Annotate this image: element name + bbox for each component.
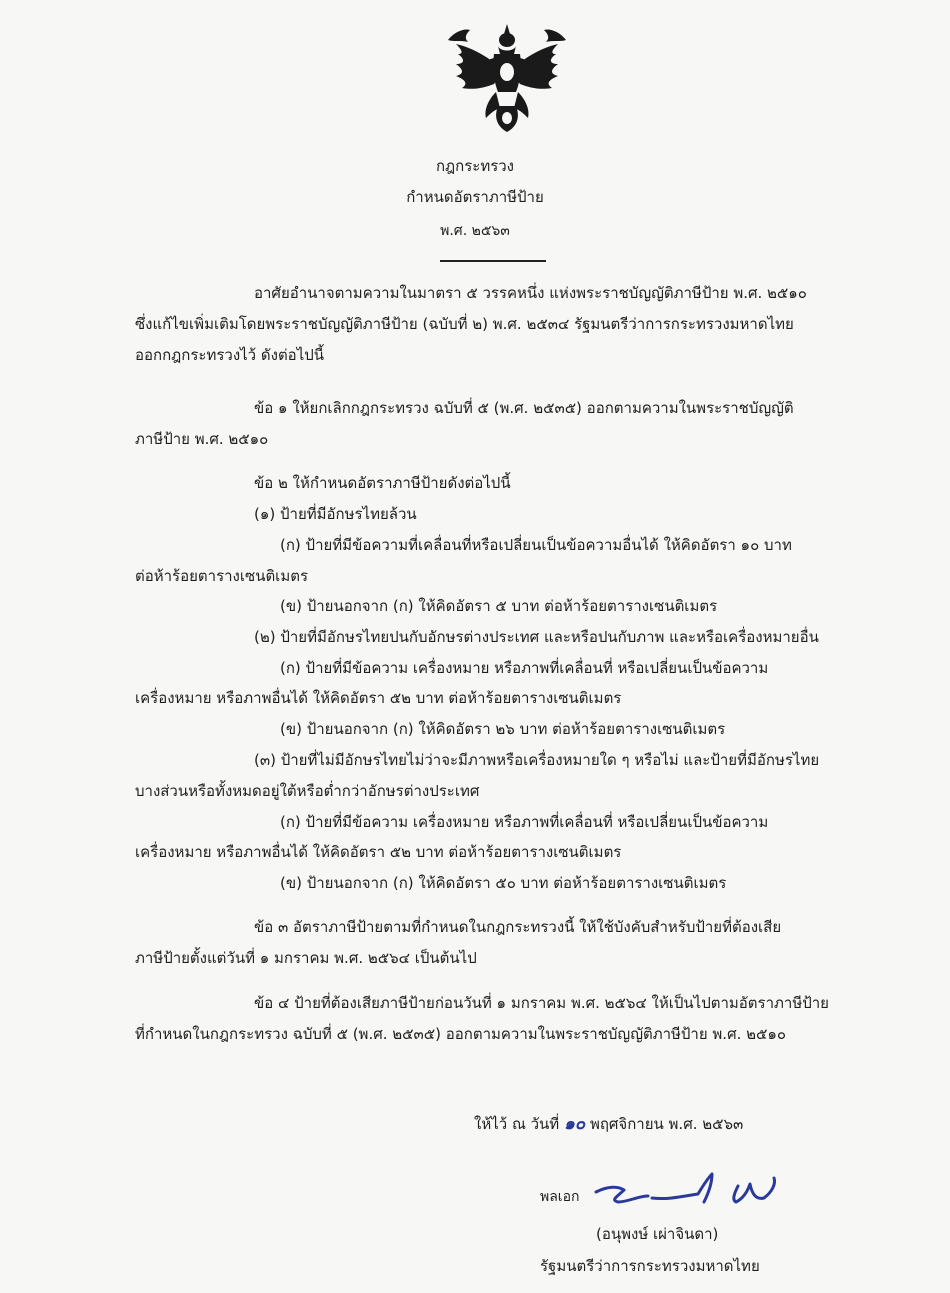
signer-position: รัฐมนตรีว่าการกระทรวงมหาดไทย <box>540 1257 760 1275</box>
preamble-line-2: ซึ่งแก้ไขเพิ่มเติมโดยพระราชบัญญัติภาษีป้าย (ฉบับที่ ๒) พ.ศ. ๒๕๓๔ รัฐมนตรีว่าการกระทรวงมหาดไทย <box>135 315 794 333</box>
clause-2-item-2b: (ข) ป้ายนอกจาก (ก) ให้คิดอัตรา ๒๖ บาท ต่อห้าร้อยตารางเซนติเมตร <box>280 720 726 738</box>
clause-2-heading: ข้อ ๒ ให้กำหนดอัตราภาษีป้ายดังต่อไปนี้ <box>254 474 511 492</box>
clause-2-item-3a-line-2: เครื่องหมาย หรือภาพอื่นได้ ให้คิดอัตรา ๕๒ บาท ต่อห้าร้อยตารางเซนติเมตร <box>135 843 622 861</box>
given-month-year: พฤศจิกายน พ.ศ. ๒๕๖๓ <box>589 1115 744 1133</box>
clause-2-item-1a-line-2: ต่อห้าร้อยตารางเซนติเมตร <box>135 567 308 585</box>
document-year: พ.ศ. ๒๕๖๓ <box>440 223 510 239</box>
clause-4-line-1: ข้อ ๔ ป้ายที่ต้องเสียภาษีป้ายก่อนวันที่ ๑ มกราคม พ.ศ. ๒๕๖๔ ให้เป็นไปตามอัตราภาษีป้าย <box>254 994 829 1012</box>
given-prefix: ให้ไว้ ณ วันที่ <box>474 1115 560 1133</box>
garuda-emblem-icon <box>434 18 580 136</box>
clause-2-item-2: (๒) ป้ายที่มีอักษรไทยปนกับอักษรต่างประเทศ และหรือปนกับภาพ และหรือเครื่องหมายอื่น <box>254 628 819 646</box>
document-subject: กำหนดอัตราภาษีป้าย <box>406 188 544 206</box>
clause-4-line-2: ที่กำหนดในกฎกระทรวง ฉบับที่ ๕ (พ.ศ. ๒๕๓๕) ออกตามความในพระราชบัญญัติภาษีป้าย พ.ศ. ๒๕๑๐ <box>135 1025 787 1043</box>
signer-rank: พลเอก <box>540 1189 580 1205</box>
clause-3-line-2: ภาษีป้ายตั้งแต่วันที่ ๑ มกราคม พ.ศ. ๒๕๖๔ เป็นต้นไป <box>135 949 477 967</box>
handwritten-signature <box>588 1166 788 1216</box>
clause-2-item-1: (๑) ป้ายที่มีอักษรไทยล้วน <box>254 505 417 523</box>
clause-2-item-3a-line-1: (ก) ป้ายที่มีข้อความ เครื่องหมาย หรือภาพที่เคลื่อนที่ หรือเปลี่ยนเป็นข้อความ <box>280 813 769 831</box>
clause-2-item-1a-line-1: (ก) ป้ายที่มีข้อความที่เคลื่อนที่หรือเปลี่ยนเป็นข้อความอื่นได้ ให้คิดอัตรา ๑๐ บาท <box>280 536 792 554</box>
preamble-line-3: ออกกฎกระทรวงไว้ ดังต่อไปนี้ <box>135 346 325 364</box>
clause-2-item-2a-line-1: (ก) ป้ายที่มีข้อความ เครื่องหมาย หรือภาพที่เคลื่อนที่ หรือเปลี่ยนเป็นข้อความ <box>280 659 769 677</box>
clause-2-item-2a-line-2: เครื่องหมาย หรือภาพอื่นได้ ให้คิดอัตรา ๕๒ บาท ต่อห้าร้อยตารางเซนติเมตร <box>135 689 622 707</box>
clause-2-item-3-line-2: บางส่วนหรือทั้งหมดอยู่ใต้หรือต่ำกว่าอักษรต่างประเทศ <box>135 782 480 800</box>
clause-1-line-2: ภาษีป้าย พ.ศ. ๒๕๑๐ <box>135 430 269 448</box>
clause-2-item-1b: (ข) ป้ายนอกจาก (ก) ให้คิดอัตรา ๕ บาท ต่อห้าร้อยตารางเซนติเมตร <box>280 597 718 615</box>
given-date <box>474 1110 743 1137</box>
signer-name: (อนุพงษ์ เผ่าจินดา) <box>596 1225 719 1243</box>
document-title: กฎกระทรวง <box>435 157 515 175</box>
preamble-line-1: อาศัยอำนาจตามความในมาตรา ๕ วรรคหนึ่ง แห่งพระราชบัญญัติภาษีป้าย พ.ศ. ๒๕๑๐ <box>254 284 807 302</box>
title-divider <box>440 260 546 262</box>
clause-2-item-3-line-1: (๓) ป้ายที่ไม่มีอักษรไทยไม่ว่าจะมีภาพหรือเครื่องหมายใด ๆ หรือไม่ และป้ายที่มีอักษรไทย <box>254 751 820 769</box>
clause-2-item-3b: (ข) ป้ายนอกจาก (ก) ให้คิดอัตรา ๕๐ บาท ต่อห้าร้อยตารางเซนติเมตร <box>280 874 727 892</box>
given-day-handwritten: ๑๐ <box>563 1114 586 1134</box>
clause-3-line-1: ข้อ ๓ อัตราภาษีป้ายตามที่กำหนดในกฎกระทรวงนี้ ให้ใช้บังคับสำหรับป้ายที่ต้องเสีย <box>254 918 782 936</box>
clause-1-line-1: ข้อ ๑ ให้ยกเลิกกฎกระทรวง ฉบับที่ ๕ (พ.ศ. ๒๕๓๕) ออกตามความในพระราชบัญญัติ <box>254 399 794 417</box>
